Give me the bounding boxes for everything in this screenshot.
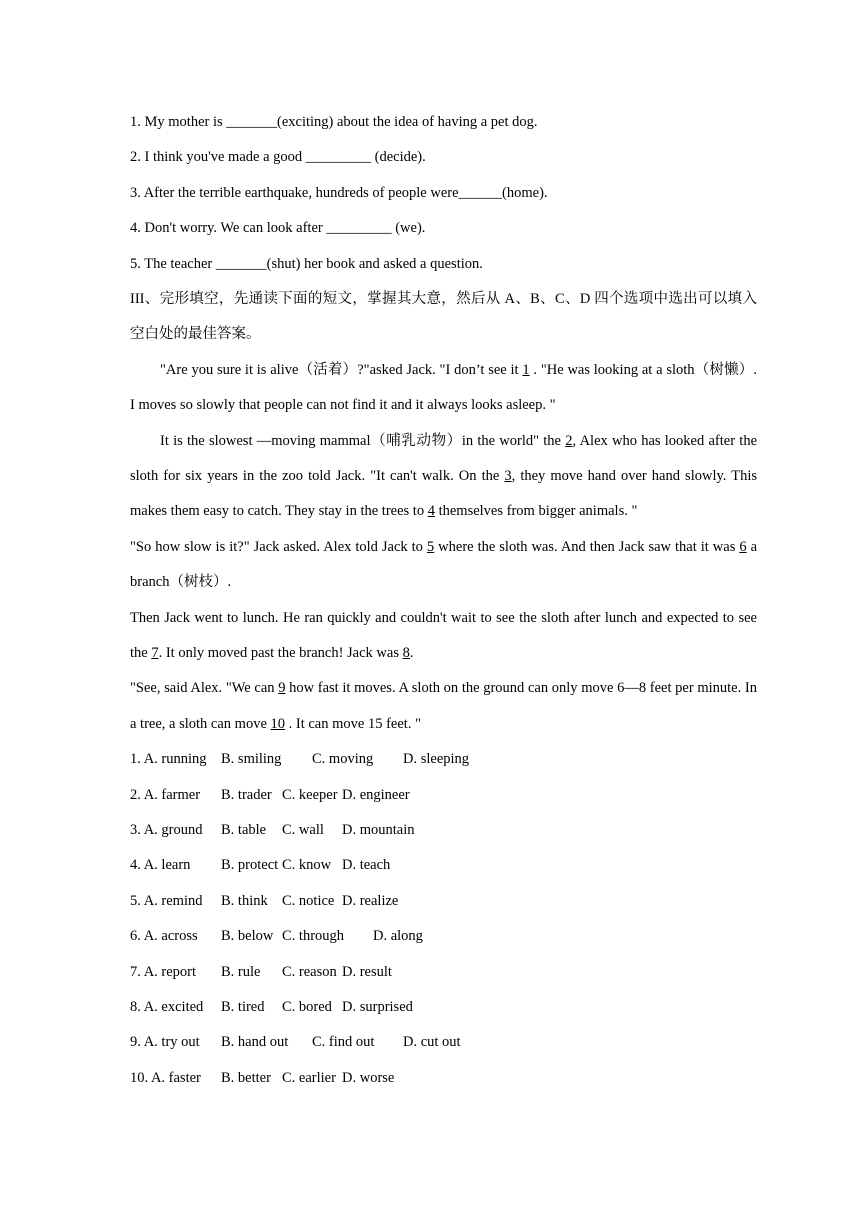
blank-number: 1 — [522, 361, 530, 378]
option-a: 8. A. excited — [130, 998, 204, 1015]
option-d: D. result — [342, 963, 392, 980]
grammar-item: 4. Don't worry. We can look after _________ (we). — [130, 220, 426, 237]
option-row — [130, 778, 757, 813]
option-c: C. through — [282, 928, 345, 945]
option-row — [130, 990, 757, 1025]
option-c: C. notice — [282, 892, 335, 909]
blank-number: 9 — [278, 680, 286, 697]
option-a: 4. A. learn — [130, 857, 191, 874]
option-d: D. surprised — [342, 998, 413, 1015]
option-a: 7. A. report — [130, 963, 197, 980]
option-c: C. know — [282, 857, 332, 874]
option-a: 6. A. across — [130, 928, 198, 945]
option-b: B. rule — [221, 963, 261, 980]
passage-paragraph-2: It is the slowest —moving mammal（哺乳动物）in the world" the 2, Alex who has looked after the sloth for six years in the zoo told Jack. "It can't walk. On the 3, they move hand over hand slowly. This makes them easy to catch. They stay in the trees to 4 themselves from bigger animals. " — [130, 432, 757, 520]
blank-number: 2 — [565, 432, 573, 449]
option-b: B. table — [221, 822, 267, 839]
blank-number: 10 — [270, 715, 286, 732]
option-b: B. below — [221, 928, 274, 945]
option-a: 3. A. ground — [130, 822, 203, 839]
option-c: C. wall — [282, 822, 324, 839]
blank-number: 5 — [426, 538, 435, 555]
option-a: 2. A. farmer — [130, 786, 201, 803]
grammar-item: 2. I think you've made a good _________ (decide). — [130, 149, 426, 166]
option-a: 1. A. running — [130, 751, 207, 768]
blank-number: 6 — [739, 538, 747, 555]
option-b: B. protect — [221, 857, 279, 874]
option-c: C. reason — [282, 963, 337, 980]
option-row — [130, 742, 757, 777]
section-heading: III、完形填空，先通读下面的短文，掌握其大意，然后从 A、B、C、D 四个选项中选出可以填入空白处的最佳答案。 — [130, 290, 757, 343]
option-a: 10. A. faster — [130, 1069, 201, 1086]
passage-paragraph-3: "So how slow is it?" Jack asked. Alex told Jack to 5 where the sloth was. And then Jack saw that it was 6 a branch（树枝）. — [130, 538, 758, 591]
option-row — [130, 1061, 757, 1096]
option-d: D. cut out — [403, 1034, 461, 1051]
blank-number: 4 — [427, 503, 435, 520]
passage-paragraph-4: Then Jack went to lunch. He ran quickly and couldn't wait to see the sloth after lunch and expected to see the 7. It only moved past the branch! Jack was 8. — [130, 609, 757, 662]
blank-number: 7 — [151, 645, 159, 662]
options-list — [130, 742, 757, 1096]
option-row — [130, 1025, 757, 1060]
grammar-item: 5. The teacher _______(shut) her book and asked a question. — [130, 255, 483, 272]
option-b: B. trader — [221, 786, 272, 803]
option-c: C. earlier — [282, 1069, 336, 1086]
document-content — [130, 105, 757, 1096]
option-d: D. along — [373, 928, 423, 945]
option-d: D. mountain — [342, 822, 415, 839]
option-c: C. moving — [312, 751, 374, 768]
passage-paragraph-1: "Are you sure it is alive（活着）?"asked Jack. "I don’t see it 1 . "He was looking at a sloth（树懒）. I moves so slowly that people can not find it and it always looks asleep. " — [130, 361, 757, 414]
grammar-item: 3. After the terrible earthquake, hundreds of people were______(home). — [130, 184, 548, 201]
option-b: B. hand out — [221, 1034, 289, 1051]
option-row — [130, 955, 757, 990]
option-d: D. sleeping — [403, 751, 470, 768]
passage-paragraph-5: "See, said Alex. "We can 9 how fast it moves. A sloth on the ground can only move 6—8 feet per minute. In a tree, a sloth can move 10 . It can move 15 feet. " — [130, 680, 757, 732]
option-row — [130, 884, 757, 919]
blank-number: 3 — [504, 467, 512, 484]
grammar-item: 1. My mother is _______(exciting) about the idea of having a pet dog. — [130, 114, 538, 130]
option-b: B. tired — [221, 998, 265, 1015]
option-c: C. keeper — [282, 786, 338, 803]
option-d: D. worse — [342, 1069, 395, 1086]
option-c: C. find out — [312, 1034, 375, 1051]
option-b: B. smiling — [221, 751, 282, 768]
option-row — [130, 813, 757, 848]
option-b: B. better — [221, 1069, 271, 1086]
option-row — [130, 919, 757, 954]
option-b: B. think — [221, 892, 268, 909]
blank-number: 8 — [402, 645, 410, 662]
option-a: 9. A. try out — [130, 1034, 200, 1051]
option-d: D. teach — [342, 857, 391, 874]
option-d: D. realize — [342, 892, 399, 909]
option-d: D. engineer — [342, 786, 410, 803]
option-row — [130, 848, 757, 883]
option-c: C. bored — [282, 998, 332, 1015]
option-a: 5. A. remind — [130, 892, 203, 909]
